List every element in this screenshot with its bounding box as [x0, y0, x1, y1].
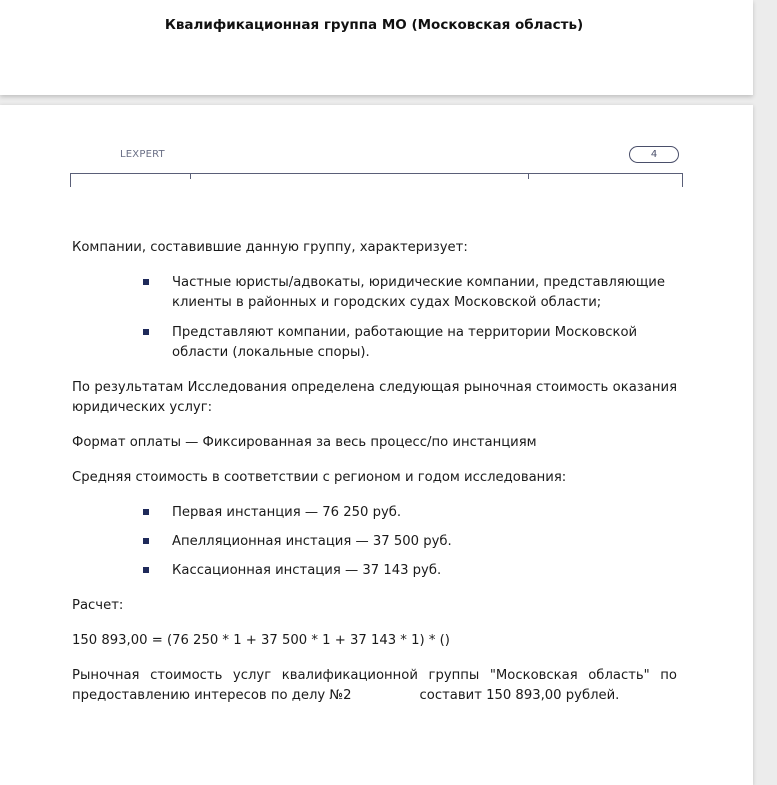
- list-item-text: Апелляционная инстация — 37 500 руб.: [172, 534, 452, 549]
- header-tick: [190, 174, 191, 179]
- brand-logo-text: LEXPERT: [120, 149, 165, 160]
- list-item-text: Частные юристы/адвокаты, юридические компании, представляющие клиенты в районных и городских судах Московской области;: [172, 275, 665, 310]
- list-item: [72, 503, 677, 523]
- square-bullet-icon: [143, 567, 149, 573]
- conclusion-result: составит 150 893,00 рублей.: [419, 688, 620, 703]
- list-item: [72, 561, 677, 581]
- conclusion-paragraph: [72, 666, 677, 706]
- previous-page: [0, 0, 753, 95]
- list-item: [72, 532, 677, 552]
- traits-list: [72, 273, 677, 363]
- conclusion-text: Рыночная стоимость услуг квалификационной группы "Московская область" по предоставлению интересов по делу №2: [72, 668, 677, 703]
- instances-list: [72, 503, 677, 581]
- square-bullet-icon: [143, 279, 149, 285]
- page-number-badge: 4: [629, 146, 679, 163]
- list-item: [72, 323, 677, 363]
- group-title: Квалификационная группа МО (Московская область): [164, 17, 584, 33]
- document-page: [0, 105, 753, 785]
- square-bullet-icon: [143, 509, 149, 515]
- research-result-paragraph: По результатам Исследования определена следующая рыночная стоимость оказания юридических услуг:: [72, 380, 677, 415]
- header-rule: [70, 173, 683, 187]
- square-bullet-icon: [143, 538, 149, 544]
- list-item-text: Представляют компании, работающие на территории Московской области (локальные споры).: [172, 325, 638, 360]
- list-item-text: Кассационная инстация — 37 143 руб.: [172, 563, 442, 578]
- page-content: [72, 238, 677, 721]
- list-item-text: Первая инстанция — 76 250 руб.: [172, 505, 402, 520]
- payment-format-paragraph: Формат оплаты — Фиксированная за весь процесс/по инстанциям: [72, 435, 537, 450]
- calc-label: Расчет:: [72, 598, 124, 613]
- header-tick: [528, 174, 529, 179]
- list-item: [72, 273, 677, 313]
- square-bullet-icon: [143, 329, 149, 335]
- avg-cost-heading: Средняя стоимость в соответствии с регионом и годом исследования:: [72, 470, 567, 485]
- calc-formula: 150 893,00 = (76 250 * 1 + 37 500 * 1 + 37 143 * 1) * (): [72, 633, 450, 648]
- intro-paragraph: Компании, составившие данную группу, характеризует:: [72, 240, 468, 255]
